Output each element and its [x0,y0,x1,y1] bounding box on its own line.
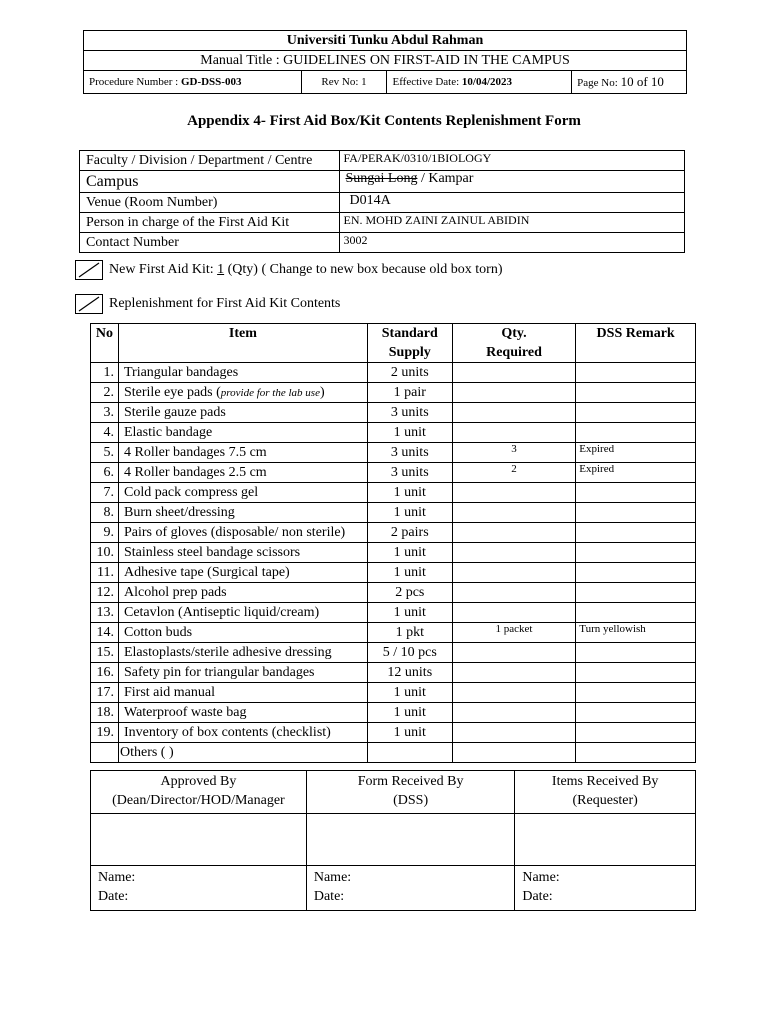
qty-required[interactable] [452,723,576,743]
form-name-date[interactable] [306,866,515,911]
col-qty-header [452,324,576,363]
standard-supply: 1 unit [367,603,452,623]
campus-value [339,171,685,193]
dss-remark[interactable] [576,363,696,383]
qty-required[interactable] [452,603,576,623]
table-row [91,583,696,603]
document-header [83,30,687,94]
page-value: 10 of 10 [620,74,664,89]
contact-label: Contact Number [80,233,340,253]
table-row [91,563,696,583]
items-name-date[interactable] [515,866,696,911]
standard-supply: 2 pcs [367,583,452,603]
standard-supply: 1 unit [367,423,452,443]
table-row [91,543,696,563]
table-row [91,403,696,423]
table-row [91,523,696,543]
effective-date: 10/04/2023 [461,76,513,88]
new-kit-qty: 1 [217,262,225,277]
table-row [91,663,696,683]
new-kit-prefix: New First Aid Kit: [109,262,218,277]
page-label: Page No: [577,77,618,89]
item-text-end: ) [319,384,325,400]
date-label: Date: [313,889,345,904]
row-number: 10. [91,543,119,563]
standard-supply: 3 units [367,443,452,463]
item-text: Sterile eye pads ( [123,384,221,400]
qty-required[interactable]: 2 [452,463,576,483]
dss-remark[interactable]: Expired [576,443,696,463]
form-received-header [306,771,515,814]
table-row [91,383,696,403]
dss-remark[interactable] [576,423,696,443]
campus-struck: Sungai Long [345,171,418,186]
check-slash-icon [76,295,102,313]
standard-supply: 1 pkt [367,623,452,643]
qty-required[interactable]: 1 packet [452,623,576,643]
approved-by-2: (Dean/Director/HOD/Manager [112,793,285,808]
qty-required[interactable]: 3 [452,443,576,463]
standard-supply: 12 units [367,663,452,683]
qty-required[interactable] [452,483,576,503]
faculty-value: FA/PERAK/0310/1BIOLOGY [339,151,685,171]
standard-supply: 5 / 10 pcs [367,643,452,663]
dss-remark[interactable] [576,543,696,563]
form-signature-box[interactable] [306,814,515,866]
qty-required[interactable] [452,583,576,603]
procedure-number: GD-DSS-003 [180,76,242,88]
table-row [91,503,696,523]
row-number: 6. [91,463,119,483]
dss-remark[interactable] [576,523,696,543]
effective-date-cell [387,71,572,94]
row-number: 3. [91,403,119,423]
effective-label: Effective Date: [392,76,460,88]
dss-remark[interactable] [576,403,696,423]
standard-supply: 1 unit [367,503,452,523]
form-received-2: (DSS) [393,793,429,808]
approved-by-1: Approved By [160,774,237,789]
row-number: 17. [91,683,119,703]
approved-by-header [91,771,307,814]
item-name: Pairs of gloves (disposable/ non sterile) [118,523,367,543]
kit-info-table [79,150,685,253]
col-no-header: No [91,324,119,363]
qty-required[interactable] [452,643,576,663]
row-number: 5. [91,443,119,463]
col-remark-header: DSS Remark [576,324,696,363]
table-row [91,423,696,443]
row-number: 11. [91,563,119,583]
table-row [91,683,696,703]
row-number: 4. [91,423,119,443]
row-number: 9. [91,523,119,543]
new-kit-checkbox[interactable] [75,260,103,280]
item-name: Safety pin for triangular bandages [118,663,367,683]
col-supply-header [367,324,452,363]
qty-required[interactable] [452,363,576,383]
date-label: Date: [522,889,553,904]
item-name: 4 Roller bandages 7.5 cm [118,443,367,463]
standard-supply: 2 units [367,363,452,383]
university-name: Universiti Tunku Abdul Rahman [84,31,687,51]
dss-remark[interactable] [576,503,696,523]
row-number: 16. [91,663,119,683]
dss-remark[interactable] [576,563,696,583]
row-number: 7. [91,483,119,503]
appendix-title: Appendix 4- First Aid Box/Kit Contents Replenishment Form [187,113,581,129]
others-row [91,743,696,763]
contact-value: 3002 [339,233,685,253]
dss-remark[interactable]: Turn yellowish [576,623,696,643]
check-slash-icon [76,261,102,279]
qty-required[interactable] [452,563,576,583]
replenish-text: Replenishment for First Aid Kit Contents [109,296,341,311]
revision-number: Rev No: 1 [301,71,387,94]
form-received-1: Form Received By [357,774,464,789]
item-name: Alcohol prep pads [118,583,367,603]
dss-remark[interactable]: Expired [576,463,696,483]
date-label: Date: [98,889,129,904]
signature-table [90,770,696,911]
item-name: Waterproof waste bag [118,703,367,723]
row-number: 13. [91,603,119,623]
standard-supply: 3 units [367,403,452,423]
row-number: 19. [91,723,119,743]
campus-label: Campus [80,171,340,193]
item-name: Inventory of box contents (checklist) [118,723,367,743]
item-name: Burn sheet/dressing [118,503,367,523]
qty-required[interactable] [452,663,576,683]
table-row [91,623,696,643]
row-number: 14. [91,623,119,643]
procedure-number-cell [84,71,302,94]
item-name: Elastic bandage [118,423,367,443]
supply-header-2: Supply [388,345,431,360]
name-label: Name: [522,870,560,885]
item-name: Elastoplasts/sterile adhesive dressing [118,643,367,663]
dss-remark[interactable] [576,383,696,403]
standard-supply: 1 unit [367,543,452,563]
others-label: Others ( ) [118,743,367,763]
item-name: Cotton buds [118,623,367,643]
venue-value: D014A [339,193,685,213]
item-name: Adhesive tape (Surgical tape) [118,563,367,583]
qty-required[interactable] [452,383,576,403]
approved-name-date[interactable] [91,866,307,911]
row-number: 8. [91,503,119,523]
item-name: 4 Roller bandages 2.5 cm [118,463,367,483]
qty-required[interactable] [452,703,576,723]
qty-required[interactable] [452,543,576,563]
item-name [118,383,367,403]
name-label: Name: [313,870,352,885]
item-note: provide for the lab use [220,386,320,399]
standard-supply: 1 unit [367,683,452,703]
row-number: 18. [91,703,119,723]
table-row [91,703,696,723]
row-number-empty [91,743,119,763]
standard-supply: 1 pair [367,383,452,403]
dss-remark[interactable] [576,723,696,743]
standard-supply: 1 unit [367,703,452,723]
dss-remark[interactable] [576,663,696,683]
table-row [91,363,696,383]
row-number: 1. [91,363,119,383]
person-label: Person in charge of the First Aid Kit [80,213,340,233]
qty-required[interactable] [452,503,576,523]
col-item-header: Item [118,324,367,363]
qty-header-1: Qty. [501,326,527,341]
dss-remark-empty[interactable] [576,743,696,763]
qty-required[interactable] [452,423,576,443]
approved-signature-box[interactable] [91,814,307,866]
item-name: Cetavlon (Antiseptic liquid/cream) [118,603,367,623]
table-row [91,643,696,663]
faculty-label: Faculty / Division / Department / Centre [80,151,340,171]
items-received-2: (Requester) [572,793,638,808]
table-row [91,443,696,463]
table-row [91,483,696,503]
qty-required-empty[interactable] [452,743,576,763]
replenish-checkbox[interactable] [75,294,103,314]
items-signature-box[interactable] [515,814,696,866]
person-value: EN. MOHD ZAINI ZAINUL ABIDIN [339,213,685,233]
qty-header-2: Required [486,345,542,360]
venue-label: Venue (Room Number) [80,193,340,213]
items-table [90,323,696,763]
table-row [91,723,696,743]
row-number: 2. [91,383,119,403]
dss-remark[interactable] [576,683,696,703]
table-row [91,463,696,483]
standard-supply: 1 unit [367,563,452,583]
qty-required[interactable] [452,683,576,703]
campus-rest: / Kampar [417,171,474,186]
dss-remark[interactable] [576,583,696,603]
dss-remark[interactable] [576,643,696,663]
table-row [91,603,696,623]
qty-required[interactable] [452,403,576,423]
row-number: 12. [91,583,119,603]
item-name: Triangular bandages [118,363,367,383]
new-kit-suffix: (Qty) ( Change to new box because old box torn) [224,262,503,277]
name-label: Name: [98,870,136,885]
item-name: Sterile gauze pads [118,403,367,423]
standard-supply: 2 pairs [367,523,452,543]
items-received-header [515,771,696,814]
item-name: Stainless steel bandage scissors [118,543,367,563]
item-name: First aid manual [118,683,367,703]
items-header-row [91,324,696,363]
items-received-1: Items Received By [551,774,659,789]
new-kit-line [75,260,503,280]
standard-supply: 3 units [367,463,452,483]
dss-remark[interactable] [576,703,696,723]
item-name: Cold pack compress gel [118,483,367,503]
standard-supply: 1 unit [367,483,452,503]
standard-supply: 1 unit [367,723,452,743]
new-kit-text [109,262,503,277]
qty-required[interactable] [452,523,576,543]
replenish-line [75,294,340,314]
dss-remark[interactable] [576,603,696,623]
supply-header-1: Standard [381,326,438,341]
row-number: 15. [91,643,119,663]
manual-title: Manual Title : GUIDELINES ON FIRST-AID IN THE CAMPUS [84,51,687,71]
dss-remark[interactable] [576,483,696,503]
page-number-cell [572,71,687,94]
procedure-label: Procedure Number : [89,76,179,88]
standard-supply-empty [367,743,452,763]
